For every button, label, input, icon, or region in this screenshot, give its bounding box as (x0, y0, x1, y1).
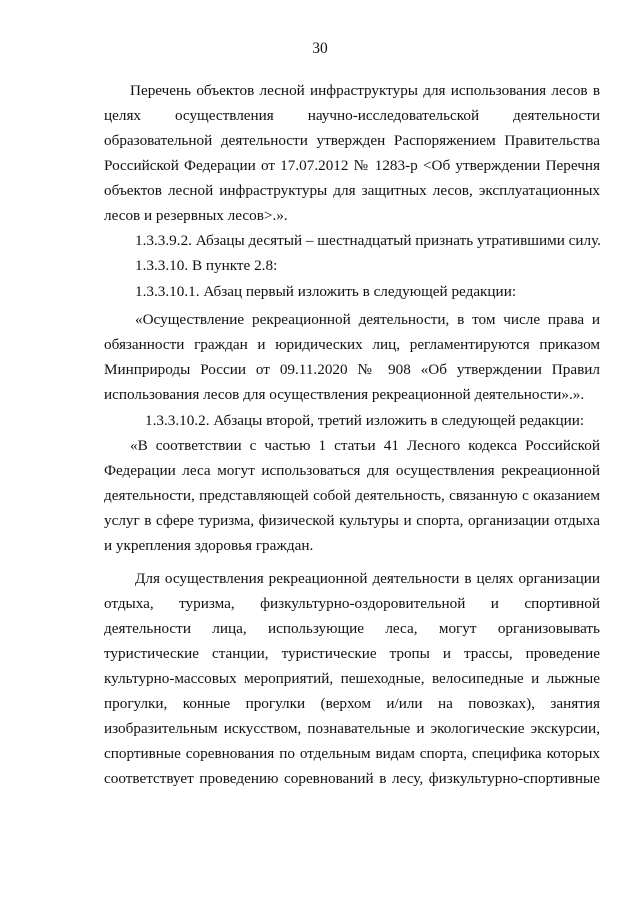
text-line: 1.3.3.10.1. Абзац первый изложить в следующей редакции: (135, 283, 517, 300)
text-line: отдыха, туризма, физкультурно-оздоровительной и спортивной (104, 595, 600, 612)
text-line: лесов и резервных лесов>.». (104, 207, 288, 224)
text-line: прогулки, конные прогулки (верхом и/или на повозках), занятия (104, 695, 600, 712)
text-line: спортивные соревнования по отдельным видам спорта, специфика которых (104, 745, 600, 762)
text-line: Перечень объектов лесной инфраструктуры для использования лесов в (130, 82, 600, 99)
text-line: услуг в сфере туризма, физической культуры и спорта, организации отдыха (104, 512, 600, 529)
page-number: 30 (312, 40, 328, 57)
text-line: 1.3.3.10. В пункте 2.8: (135, 257, 278, 274)
text-line: изобразительным искусством, познавательные и экологические экскурсии, (104, 720, 600, 737)
text-line: соответствует проведению соревнований в лесу, физкультурно-спортивные (104, 770, 600, 787)
text-line: деятельности, представляющей собой деятельность, связанную с оказанием (104, 487, 600, 504)
text-line: и укрепления здоровья граждан. (104, 537, 314, 554)
text-line: обязанности граждан и юридических лиц, регламентируются приказом (104, 336, 600, 353)
text-line: культурно-массовых мероприятий, пешеходные, велосипедные и лыжные (104, 670, 600, 687)
text-line: использования лесов для осуществления рекреационной деятельности».». (104, 386, 585, 403)
text-line: образовательной деятельности утвержден Распоряжением Правительства (104, 132, 600, 149)
text-line: Минприроды России от 09.11.2020 № 908 «Об утверждении Правил (104, 361, 600, 378)
text-line: «Осуществление рекреационной деятельности, в том числе права и (135, 311, 600, 328)
text-line: туристические станции, туристические тропы и трассы, проведение (104, 645, 600, 662)
text-line: целях осуществления научно-исследовательской деятельности (104, 107, 600, 124)
text-line: Для осуществления рекреационной деятельности в целях организации (135, 570, 600, 587)
text-line: «В соответствии с частью 1 статьи 41 Лесного кодекса Российской (130, 437, 600, 454)
text-line: Федерации леса могут использоваться для осуществления рекреационной (104, 462, 600, 479)
text-line: 1.3.3.9.2. Абзацы десятый – шестнадцатый признать утратившими силу. (135, 232, 601, 249)
text-line: Российской Федерации от 17.07.2012 № 1283-р <Об утверждении Перечня (104, 157, 600, 174)
text-line: деятельности лица, использующие леса, могут организовывать (104, 620, 600, 637)
text-line: 1.3.3.10.2. Абзацы второй, третий изложить в следующей редакции: (145, 412, 585, 429)
text-line: объектов лесной инфраструктуры для защитных лесов, эксплуатационных (104, 182, 600, 199)
